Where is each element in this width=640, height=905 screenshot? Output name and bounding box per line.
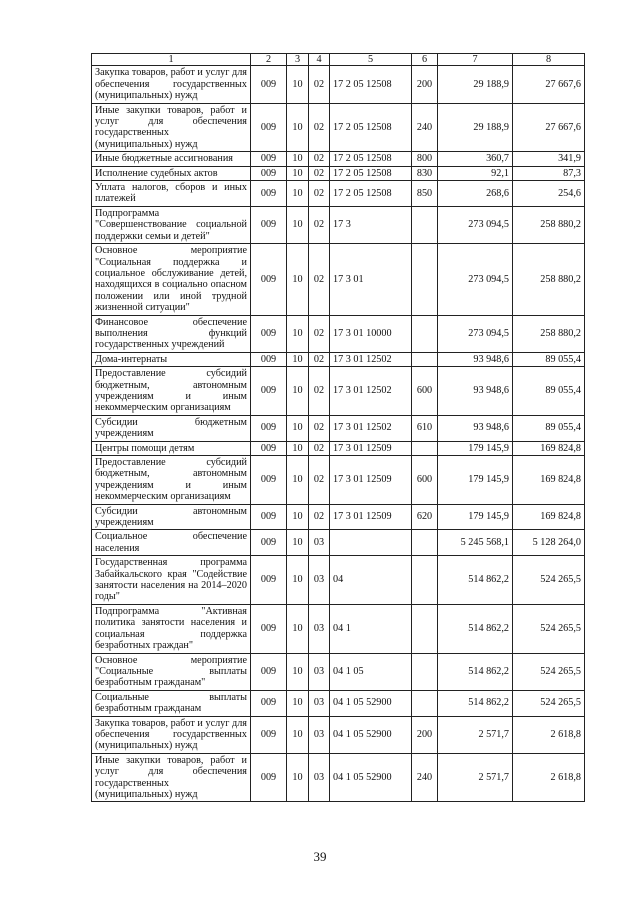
subsection-code: 02 [309, 441, 330, 455]
budget-sheet [91, 53, 584, 802]
expense-type-code: 610 [412, 415, 438, 441]
admin-code: 009 [251, 556, 287, 605]
section-code: 10 [287, 690, 309, 716]
amount-col8: 169 824,8 [513, 504, 585, 530]
section-code: 10 [287, 166, 309, 180]
admin-code: 009 [251, 415, 287, 441]
table-row [92, 166, 585, 180]
target-article-code: 17 3 01 12509 [330, 456, 412, 505]
table-row [92, 753, 585, 802]
target-article-code [330, 530, 412, 556]
target-article-code: 04 1 05 [330, 653, 412, 690]
row-name: Закупка товаров, работ и услуг для обеспечения государственных (муниципальных) нужд [92, 716, 251, 753]
amount-col8: 258 880,2 [513, 206, 585, 243]
admin-code: 009 [251, 753, 287, 802]
expense-type-code [412, 556, 438, 605]
table-row [92, 441, 585, 455]
header-row [92, 54, 585, 66]
row-name: Социальное обеспечение населения [92, 530, 251, 556]
admin-code: 009 [251, 152, 287, 166]
table-row [92, 352, 585, 366]
row-name: Субсидии автономным учреждениям [92, 504, 251, 530]
row-name: Подпрограмма "Совершенствование социальной поддержки семьи и детей" [92, 206, 251, 243]
row-name: Дома-интернаты [92, 352, 251, 366]
table-row [92, 103, 585, 152]
admin-code: 009 [251, 166, 287, 180]
amount-col7: 29 188,9 [438, 66, 513, 103]
target-article-code: 17 3 01 10000 [330, 315, 412, 352]
admin-code: 009 [251, 181, 287, 207]
expense-type-code: 800 [412, 152, 438, 166]
amount-col8: 524 265,5 [513, 604, 585, 653]
target-article-code: 17 3 [330, 206, 412, 243]
table-row [92, 415, 585, 441]
amount-col7: 179 145,9 [438, 504, 513, 530]
target-article-code: 04 1 05 52900 [330, 716, 412, 753]
table-row [92, 152, 585, 166]
amount-col7: 179 145,9 [438, 441, 513, 455]
row-name: Предоставление субсидий бюджетным, автономным учреждениям и иным некоммерческим организациям [92, 456, 251, 505]
section-code: 10 [287, 367, 309, 416]
row-name: Иные закупки товаров, работ и услуг для обеспечения государственных (муниципальных) нужд [92, 753, 251, 802]
row-name: Иные закупки товаров, работ и услуг для обеспечения государственных (муниципальных) нужд [92, 103, 251, 152]
amount-col8: 5 128 264,0 [513, 530, 585, 556]
amount-col7: 2 571,7 [438, 716, 513, 753]
row-name: Государственная программа Забайкальского края "Содействие занятости населения на 2014–2020 годы" [92, 556, 251, 605]
subsection-code: 02 [309, 166, 330, 180]
target-article-code: 04 1 05 52900 [330, 690, 412, 716]
expense-type-code [412, 352, 438, 366]
section-code: 10 [287, 504, 309, 530]
subsection-code: 02 [309, 103, 330, 152]
section-code: 10 [287, 556, 309, 605]
section-code: 10 [287, 352, 309, 366]
expense-type-code: 600 [412, 456, 438, 505]
row-name: Закупка товаров, работ и услуг для обеспечения государственных (муниципальных) нужд [92, 66, 251, 103]
expense-type-code: 850 [412, 181, 438, 207]
section-code: 10 [287, 103, 309, 152]
target-article-code: 17 3 01 12509 [330, 504, 412, 530]
table-row [92, 66, 585, 103]
column-header: 6 [412, 54, 438, 66]
table-row [92, 556, 585, 605]
subsection-code: 02 [309, 367, 330, 416]
admin-code: 009 [251, 653, 287, 690]
admin-code: 009 [251, 504, 287, 530]
subsection-code: 02 [309, 315, 330, 352]
subsection-code: 02 [309, 152, 330, 166]
amount-col8: 524 265,5 [513, 690, 585, 716]
section-code: 10 [287, 415, 309, 441]
amount-col7: 93 948,6 [438, 415, 513, 441]
section-code: 10 [287, 753, 309, 802]
amount-col7: 360,7 [438, 152, 513, 166]
amount-col8: 87,3 [513, 166, 585, 180]
table-row [92, 206, 585, 243]
table-row [92, 690, 585, 716]
expense-type-code [412, 441, 438, 455]
admin-code: 009 [251, 441, 287, 455]
expense-type-code: 620 [412, 504, 438, 530]
subsection-code: 03 [309, 753, 330, 802]
admin-code: 009 [251, 456, 287, 505]
subsection-code: 02 [309, 66, 330, 103]
row-name: Уплата налогов, сборов и иных платежей [92, 181, 251, 207]
admin-code: 009 [251, 315, 287, 352]
section-code: 10 [287, 181, 309, 207]
table-row [92, 653, 585, 690]
admin-code: 009 [251, 716, 287, 753]
amount-col8: 169 824,8 [513, 441, 585, 455]
section-code: 10 [287, 244, 309, 315]
section-code: 10 [287, 530, 309, 556]
section-code: 10 [287, 66, 309, 103]
expense-type-code [412, 530, 438, 556]
expense-type-code: 600 [412, 367, 438, 416]
expense-type-code [412, 206, 438, 243]
amount-col8: 89 055,4 [513, 415, 585, 441]
row-name: Иные бюджетные ассигнования [92, 152, 251, 166]
section-code: 10 [287, 441, 309, 455]
amount-col7: 2 571,7 [438, 753, 513, 802]
amount-col7: 514 862,2 [438, 653, 513, 690]
table-row [92, 504, 585, 530]
amount-col7: 93 948,6 [438, 352, 513, 366]
admin-code: 009 [251, 103, 287, 152]
table-row [92, 367, 585, 416]
subsection-code: 02 [309, 456, 330, 505]
subsection-code: 03 [309, 556, 330, 605]
column-header: 5 [330, 54, 412, 66]
row-name: Подпрограмма "Активная политика занятости населения и социальная поддержка безработных граждан" [92, 604, 251, 653]
subsection-code: 02 [309, 504, 330, 530]
expense-type-code: 200 [412, 66, 438, 103]
amount-col8: 89 055,4 [513, 352, 585, 366]
target-article-code: 17 3 01 12509 [330, 441, 412, 455]
expense-type-code: 200 [412, 716, 438, 753]
expense-type-code [412, 315, 438, 352]
subsection-code: 03 [309, 653, 330, 690]
subsection-code: 03 [309, 716, 330, 753]
admin-code: 009 [251, 367, 287, 416]
amount-col7: 273 094,5 [438, 315, 513, 352]
amount-col8: 258 880,2 [513, 315, 585, 352]
row-name: Предоставление субсидий бюджетным, автономным учреждениям и иным некоммерческим организациям [92, 367, 251, 416]
table-row [92, 315, 585, 352]
column-header: 2 [251, 54, 287, 66]
amount-col7: 273 094,5 [438, 244, 513, 315]
amount-col7: 514 862,2 [438, 556, 513, 605]
row-name: Центры помощи детям [92, 441, 251, 455]
amount-col8: 258 880,2 [513, 244, 585, 315]
expense-type-code: 830 [412, 166, 438, 180]
subsection-code: 02 [309, 352, 330, 366]
subsection-code: 03 [309, 530, 330, 556]
row-name: Субсидии бюджетным учреждениям [92, 415, 251, 441]
amount-col8: 341,9 [513, 152, 585, 166]
target-article-code: 04 1 05 52900 [330, 753, 412, 802]
amount-col8: 89 055,4 [513, 367, 585, 416]
section-code: 10 [287, 653, 309, 690]
column-header: 3 [287, 54, 309, 66]
page-number: 39 [313, 849, 327, 864]
row-name: Финансовое обеспечение выполнения функций государственных учреждений [92, 315, 251, 352]
amount-col8: 524 265,5 [513, 556, 585, 605]
table-row [92, 716, 585, 753]
table-row [92, 181, 585, 207]
target-article-code: 17 2 05 12508 [330, 152, 412, 166]
expense-type-code [412, 653, 438, 690]
column-header: 7 [438, 54, 513, 66]
admin-code: 009 [251, 530, 287, 556]
target-article-code: 17 2 05 12508 [330, 181, 412, 207]
amount-col8: 2 618,8 [513, 753, 585, 802]
column-header: 1 [92, 54, 251, 66]
subsection-code: 02 [309, 415, 330, 441]
section-code: 10 [287, 604, 309, 653]
target-article-code: 17 3 01 12502 [330, 352, 412, 366]
amount-col7: 514 862,2 [438, 604, 513, 653]
row-name: Исполнение судебных актов [92, 166, 251, 180]
amount-col7: 5 245 568,1 [438, 530, 513, 556]
table-row [92, 530, 585, 556]
row-name: Основное мероприятие "Социальная поддержка и социальное обслуживание детей, находящихся в социально опасном положении или иной трудной жизненной ситуации" [92, 244, 251, 315]
row-name: Социальные выплаты безработным гражданам [92, 690, 251, 716]
expense-type-code: 240 [412, 103, 438, 152]
expense-type-code [412, 604, 438, 653]
target-article-code: 17 3 01 12502 [330, 415, 412, 441]
table-row [92, 604, 585, 653]
admin-code: 009 [251, 690, 287, 716]
admin-code: 009 [251, 244, 287, 315]
amount-col8: 524 265,5 [513, 653, 585, 690]
target-article-code: 17 3 01 12502 [330, 367, 412, 416]
admin-code: 009 [251, 604, 287, 653]
subsection-code: 02 [309, 206, 330, 243]
amount-col7: 29 188,9 [438, 103, 513, 152]
amount-col8: 254,6 [513, 181, 585, 207]
subsection-code: 03 [309, 604, 330, 653]
subsection-code: 03 [309, 690, 330, 716]
expense-type-code [412, 244, 438, 315]
section-code: 10 [287, 315, 309, 352]
target-article-code: 17 2 05 12508 [330, 66, 412, 103]
section-code: 10 [287, 152, 309, 166]
expense-type-code [412, 690, 438, 716]
subsection-code: 02 [309, 181, 330, 207]
target-article-code: 04 1 [330, 604, 412, 653]
amount-col8: 27 667,6 [513, 66, 585, 103]
table-body [92, 66, 585, 802]
amount-col7: 93 948,6 [438, 367, 513, 416]
table-row [92, 244, 585, 315]
expense-type-code: 240 [412, 753, 438, 802]
admin-code: 009 [251, 206, 287, 243]
amount-col8: 27 667,6 [513, 103, 585, 152]
target-article-code: 04 [330, 556, 412, 605]
admin-code: 009 [251, 66, 287, 103]
column-header: 8 [513, 54, 585, 66]
column-header: 4 [309, 54, 330, 66]
amount-col7: 92,1 [438, 166, 513, 180]
section-code: 10 [287, 206, 309, 243]
amount-col7: 268,6 [438, 181, 513, 207]
amount-col7: 273 094,5 [438, 206, 513, 243]
amount-col7: 179 145,9 [438, 456, 513, 505]
target-article-code: 17 3 01 [330, 244, 412, 315]
amount-col8: 169 824,8 [513, 456, 585, 505]
amount-col7: 514 862,2 [438, 690, 513, 716]
row-name: Основное мероприятие "Социальные выплаты безработным гражданам" [92, 653, 251, 690]
target-article-code: 17 2 05 12508 [330, 103, 412, 152]
table-row [92, 456, 585, 505]
section-code: 10 [287, 456, 309, 505]
admin-code: 009 [251, 352, 287, 366]
budget-table [91, 53, 585, 802]
subsection-code: 02 [309, 244, 330, 315]
section-code: 10 [287, 716, 309, 753]
amount-col8: 2 618,8 [513, 716, 585, 753]
target-article-code: 17 2 05 12508 [330, 166, 412, 180]
